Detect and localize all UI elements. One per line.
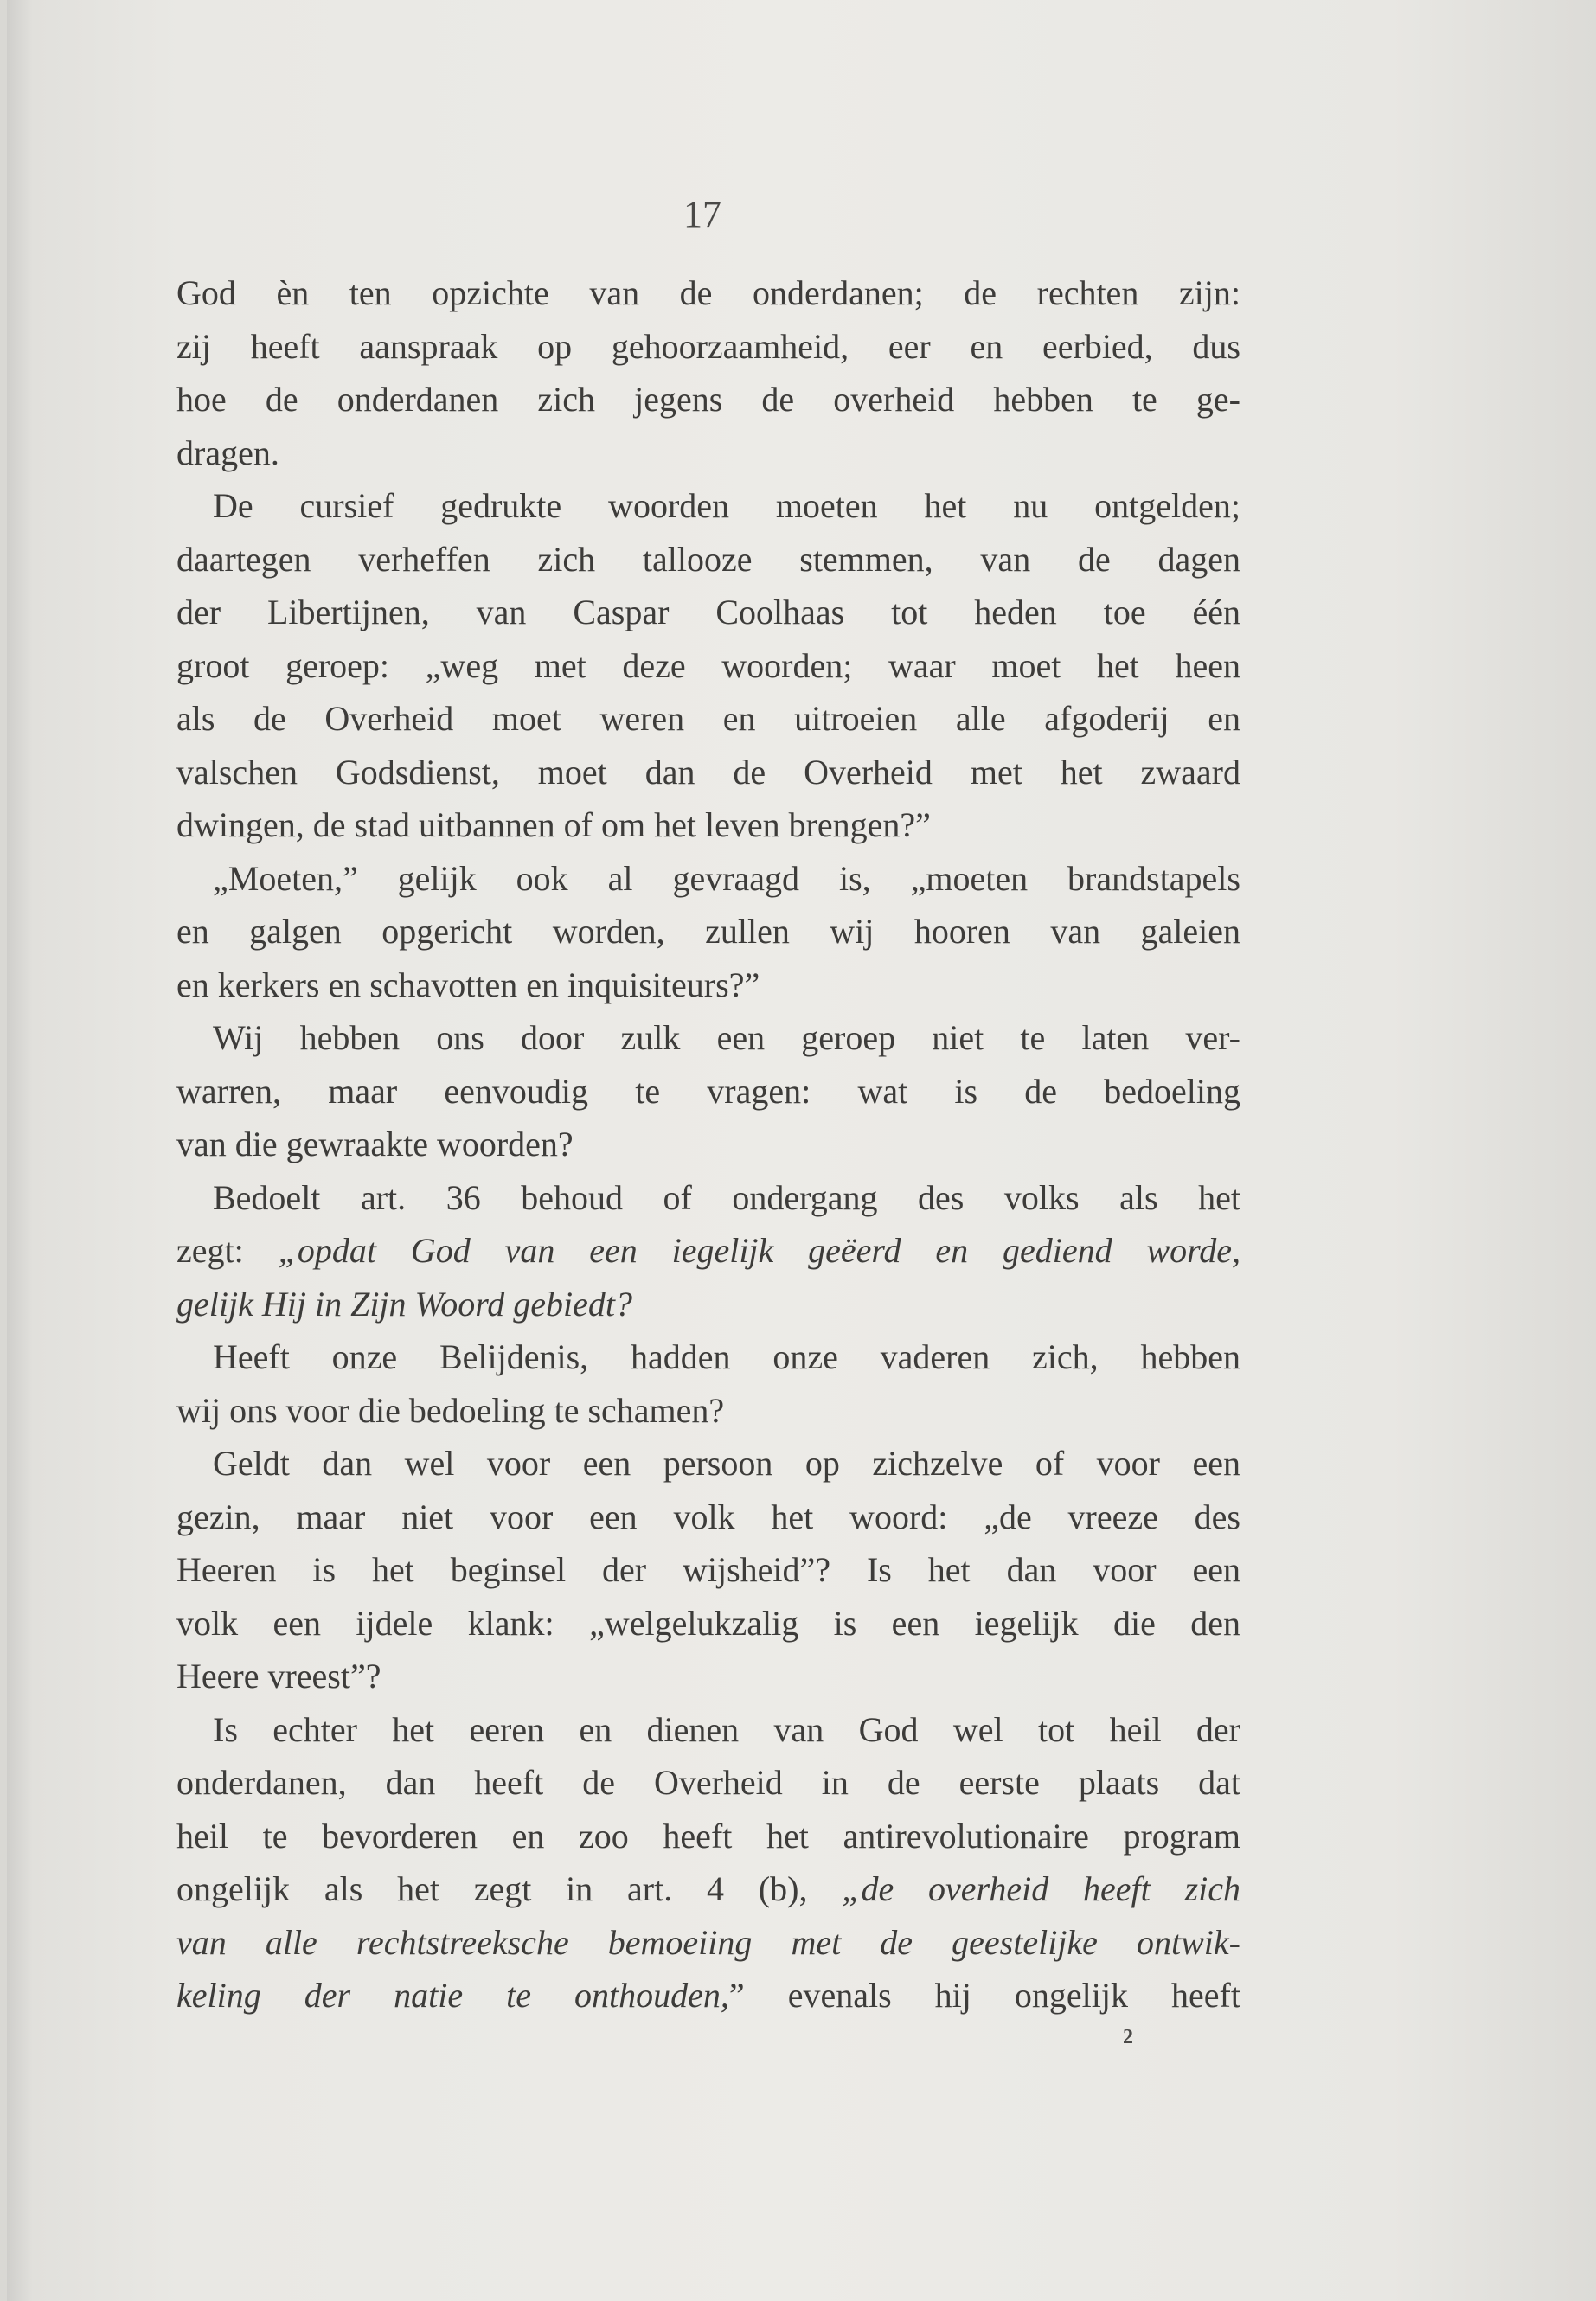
text-line — [176, 1011, 1240, 1065]
text-line — [176, 1969, 1240, 2022]
text-line — [176, 1543, 1240, 1597]
text-segment: hoe de onderdanen zich jegens de overheid hebben te ge- — [176, 380, 1240, 419]
text-line — [176, 586, 1240, 639]
text-segment: Wij hebben ons door zulk een geroep niet te laten ver- — [213, 1018, 1240, 1057]
text-segment: Bedoelt art. 36 behoud of ondergang des volks als het — [213, 1177, 1240, 1217]
text-line — [176, 1810, 1240, 1863]
italic-text: keling der natie te onthouden, — [176, 1976, 729, 2015]
text-segment: Geldt dan wel voor een persoon op zichzelve of voor een — [213, 1444, 1240, 1483]
text-line — [176, 1490, 1240, 1544]
text-line — [176, 1862, 1240, 1916]
text-segment: zij heeft aanspraak op gehoorzaamheid, eer en eerbied, dus — [176, 326, 1240, 366]
text-segment: warren, maar eenvoudig te vragen: wat is de bedoeling — [176, 1071, 1240, 1111]
text-segment: heil te bevorderen en zoo heeft het antirevolutionaire program — [176, 1816, 1240, 1856]
text-segment: en kerkers en schavotten en inquisiteurs?” — [176, 965, 760, 1004]
text-line — [176, 1437, 1240, 1490]
book-page — [7, 0, 1596, 2301]
text-line — [176, 958, 1240, 1012]
text-line — [176, 266, 1240, 320]
text-segment: en galgen opgericht worden, zullen wij hooren van galeien — [176, 912, 1240, 951]
text-line — [176, 905, 1240, 958]
text-line — [176, 1330, 1240, 1384]
text-line — [176, 320, 1240, 374]
text-segment: ongelijk als het zegt in art. 4 (b), — [176, 1869, 843, 1908]
text-line — [176, 1384, 1240, 1438]
text-segment: Heeft onze Belijdenis, hadden onze vaderen zich, hebben — [213, 1337, 1240, 1376]
text-line — [176, 533, 1240, 586]
text-line — [176, 1650, 1240, 1703]
text-line — [176, 692, 1240, 746]
text-line — [176, 1756, 1240, 1810]
text-segment: der Libertijnen, van Caspar Coolhaas tot heden toe één — [176, 593, 1240, 631]
body-text — [176, 266, 1240, 2022]
text-line — [176, 1118, 1240, 1171]
italic-text: „de overheid heeft zich — [842, 1869, 1240, 1908]
text-line — [176, 852, 1240, 906]
text-segment: van die gewraakte woorden? — [176, 1125, 574, 1163]
signature-mark: 2 — [1123, 2026, 1133, 2048]
text-line — [176, 1171, 1240, 1225]
italic-text: van alle rechtstreeksche bemoeiing met de geestelijke ontwik- — [176, 1922, 1240, 1962]
text-line — [176, 1278, 1240, 1331]
italic-text: gelijk Hij in Zijn Woord gebiedt? — [176, 1284, 633, 1324]
text-segment: wij ons voor die bedoeling te schamen? — [176, 1390, 725, 1430]
text-segment: ” evenals hij ongelijk heeft — [728, 1976, 1240, 2015]
text-segment: gezin, maar niet voor een volk het woord: „de vreeze des — [176, 1497, 1240, 1536]
text-segment: God èn ten opzichte van de onderdanen; de rechten zijn: — [176, 273, 1240, 312]
text-line — [176, 1916, 1240, 1970]
text-segment: „Moeten,” gelijk ook al gevraagd is, „moeten brandstapels — [213, 858, 1240, 898]
text-segment: groot geroep: „weg met deze woorden; waar moet het heen — [176, 645, 1240, 685]
text-segment: volk een ijdele klank: „welgelukzalig is een iegelijk die den — [176, 1603, 1240, 1643]
text-line — [176, 426, 1240, 480]
text-line — [176, 1224, 1240, 1278]
text-line — [176, 639, 1240, 693]
text-line — [176, 1703, 1240, 1757]
text-segment: Heeren is het beginsel der wijsheid”? Is het dan voor een — [176, 1550, 1240, 1589]
text-segment: zegt: — [176, 1231, 279, 1270]
italic-text: „opdat God van een iegelijk geëerd en gediend worde, — [278, 1231, 1240, 1270]
page-number: 17 — [683, 193, 721, 235]
text-segment: valschen Godsdienst, moet dan de Overheid met het zwaard — [176, 752, 1240, 792]
text-segment: Heere vreest”? — [176, 1657, 381, 1695]
text-line — [176, 1597, 1240, 1650]
text-segment: dragen. — [176, 433, 279, 472]
text-segment: De cursief gedrukte woorden moeten het nu ontgelden; — [213, 486, 1240, 525]
text-segment: Is echter het eeren en dienen van God wel tot heil der — [213, 1709, 1240, 1749]
text-segment: als de Overheid moet weren en uitroeien alle afgoderij en — [176, 699, 1240, 738]
text-line — [176, 373, 1240, 426]
text-segment: onderdanen, dan heeft de Overheid in de eerste plaats dat — [176, 1763, 1240, 1802]
text-line — [176, 479, 1240, 533]
text-line — [176, 1065, 1240, 1118]
text-segment: daartegen verheffen zich tallooze stemmen, van de dagen — [176, 539, 1240, 579]
text-line — [176, 798, 1240, 852]
text-segment: dwingen, de stad uitbannen of om het leven brengen?” — [176, 805, 931, 844]
text-line — [176, 746, 1240, 799]
